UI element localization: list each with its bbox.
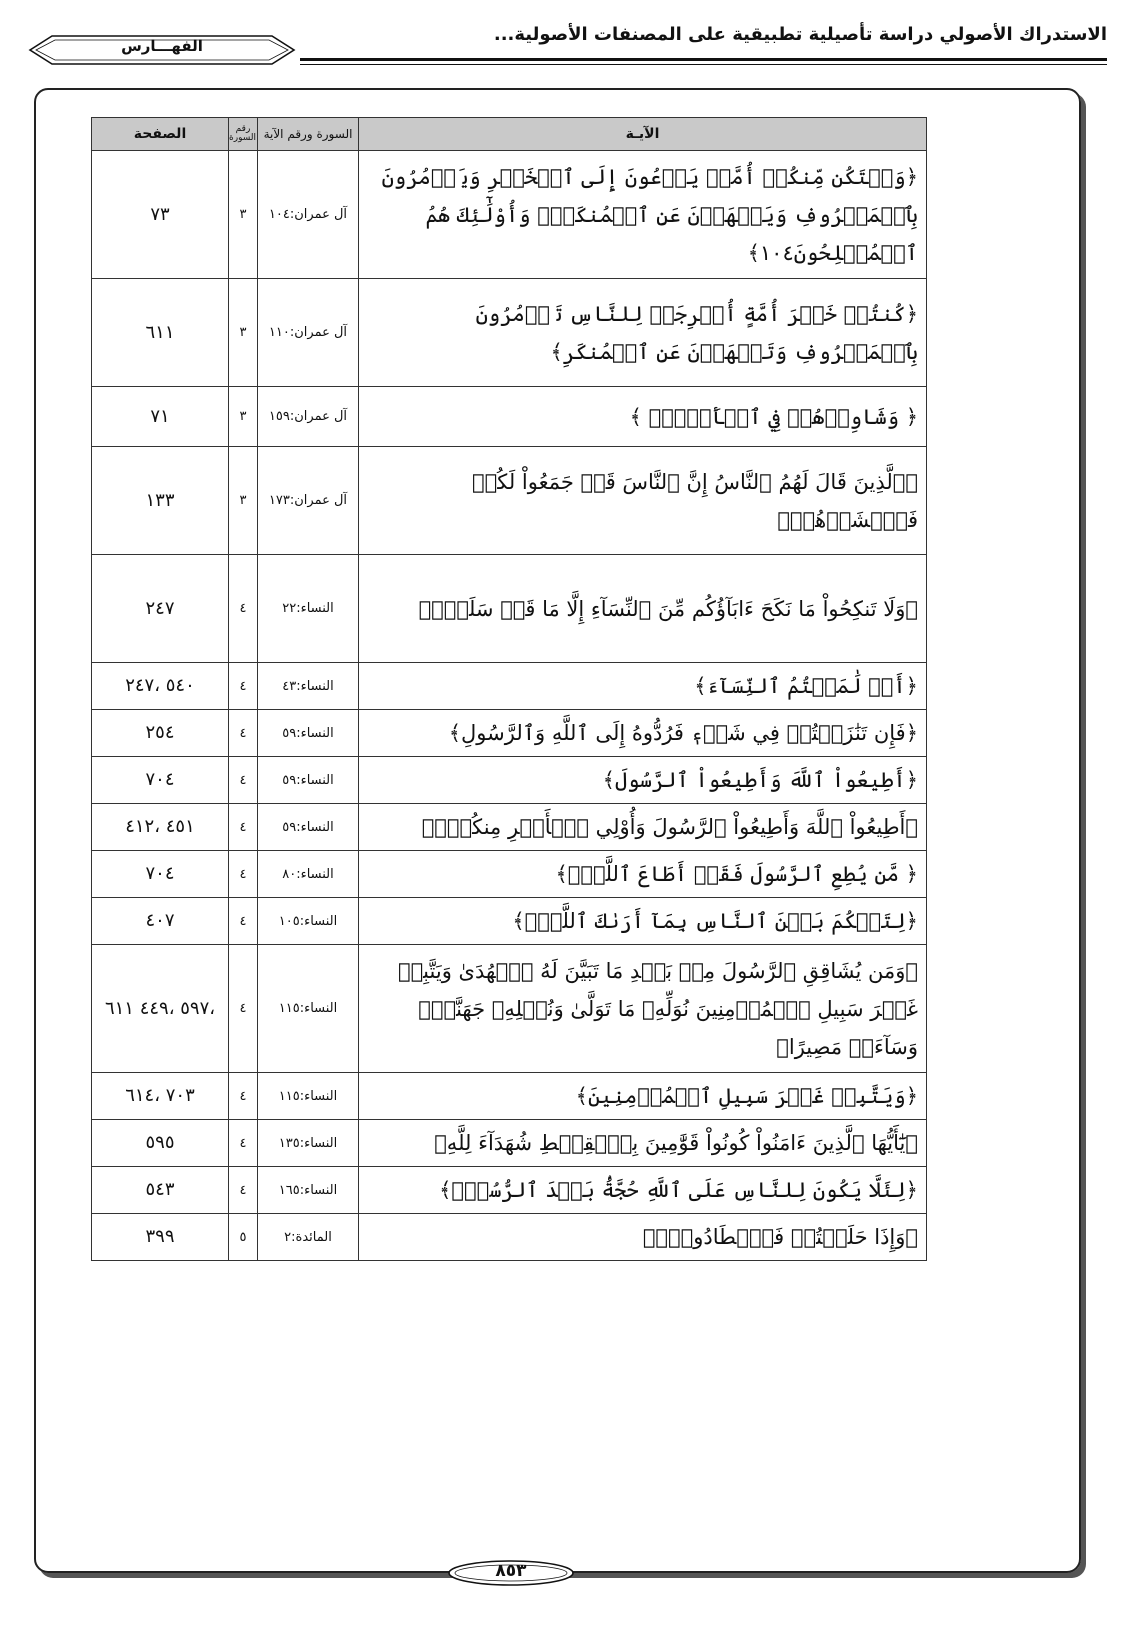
surah-num-cell: ٣ xyxy=(229,447,258,555)
header-rule xyxy=(300,58,1107,61)
surah-num-cell: ٤ xyxy=(229,710,258,757)
verse-cell: ﴿أَطِيعُواْ ٱللَّهَ وَأَطِيعُواْ ٱلرَّسُولَ﴾ xyxy=(359,757,927,804)
surah-num-cell: ٤ xyxy=(229,804,258,851)
page-cell: ٧٠٣ ،٦١٤ xyxy=(92,1073,229,1120)
surah-num-cell: ٣ xyxy=(229,151,258,279)
page-cell: ٥٩٥ xyxy=(92,1120,229,1167)
verse-cell: ﴿وَمَن يُشَاقِقِ ٱلرَّسُولَ مِنۢ بَعۡدِ مَا تَبَيَّنَ لَهُ ٱلۡهُدَىٰ وَيَتَّبِعۡ غَيۡرَ سَبِيلِ ٱلۡمُؤۡمِنِينَ نُوَلِّهِۦ مَا تَوَلَّىٰ وَنُصۡلِهِۦ جَهَنَّمَۖ وَسَآءَتۡ مَصِيرًا﴾ xyxy=(359,945,927,1073)
page-cell: ٧٠٤ xyxy=(92,757,229,804)
surah-num-cell: ٤ xyxy=(229,1073,258,1120)
surah-ref-cell: النساء:١٦٥ xyxy=(258,1167,359,1214)
verse-cell: ﴿وَلَا تَنكِحُواْ مَا نَكَحَ ءَابَآؤُكُم مِّنَ ٱلنِّسَآءِ إِلَّا مَا قَدۡ سَلَفَۚ﴾ xyxy=(359,555,927,663)
surah-ref-cell: النساء:٥٩ xyxy=(258,757,359,804)
page-cell: ٣٩٩ xyxy=(92,1214,229,1261)
verses-index-table xyxy=(91,117,927,1261)
page-cell: ٧١ xyxy=(92,387,229,447)
verse-cell: ﴿أَطِيعُواْ ٱللَّهَ وَأَطِيعُواْ ٱلرَّسُولَ وَأُوْلِي ٱلۡأَمۡرِ مِنكُمۡۖ﴾ xyxy=(359,804,927,851)
table-row xyxy=(92,663,927,710)
verse-cell: ﴿لِئَلَّا يَكُونَ لِلنَّاسِ عَلَى ٱللَّهِ حُجَّةُۢ بَعۡدَ ٱلرُّسُلِۚ﴾ xyxy=(359,1167,927,1214)
verse-cell: ﴿وَيَتَّبِعۡ غَيۡرَ سَبِيلِ ٱلۡمُؤۡمِنِينَ﴾ xyxy=(359,1073,927,1120)
surah-num-cell: ٤ xyxy=(229,945,258,1073)
table-row xyxy=(92,945,927,1073)
surah-ref-cell: النساء:١٣٥ xyxy=(258,1120,359,1167)
surah-ref-cell: المائدة:٢ xyxy=(258,1214,359,1261)
col-header-surah-num: رقم السورة xyxy=(229,118,258,151)
book-title: الاستدراك الأصولي دراسة تأصيلية تطبيقية على المصنفات الأصولية... xyxy=(493,24,1107,45)
surah-num-cell: ٤ xyxy=(229,1167,258,1214)
page-cell: ٦١١ xyxy=(92,279,229,387)
surah-num-cell: ٤ xyxy=(229,663,258,710)
surah-ref-cell: آل عمران:١٠٤ xyxy=(258,151,359,279)
page-header xyxy=(0,0,1121,80)
surah-ref-cell: النساء:١٠٥ xyxy=(258,898,359,945)
surah-ref-cell: النساء:١١٥ xyxy=(258,1073,359,1120)
page-cell: ٤٥١ ،٤١٢ xyxy=(92,804,229,851)
surah-ref-cell: آل عمران:١١٠ xyxy=(258,279,359,387)
verse-cell: ﴿ مَّن يُطِعِ ٱلرَّسُولَ فَقَدۡ أَطَاعَ ٱللَّهَۖ﴾ xyxy=(359,851,927,898)
table-header-row xyxy=(92,118,927,151)
page-cell: ٧٠٤ xyxy=(92,851,229,898)
page-cell: ٢٥٤ xyxy=(92,710,229,757)
verse-cell: ﴿ وَشَاوِرۡهُمۡ فِي ٱلۡأَمۡرِۖ ﴾ xyxy=(359,387,927,447)
surah-ref-cell: النساء:٤٣ xyxy=(258,663,359,710)
table-row xyxy=(92,555,927,663)
verse-cell: ﴿كُنتُمۡ خَيۡرَ أُمَّةٍ أُخۡرِجَتۡ لِلنَّاسِ تَأۡمُرُونَ بِٱلۡمَعۡرُوفِ وَتَنۡهَوۡنَ عَنِ ٱلۡمُنكَرِ﴾ xyxy=(359,279,927,387)
surah-ref-cell: النساء:٥٩ xyxy=(258,710,359,757)
page-number-badge xyxy=(446,1558,576,1588)
section-tag xyxy=(28,32,296,68)
section-title: الفهـــارس xyxy=(121,37,203,55)
page-cell: ٤٠٧ xyxy=(92,898,229,945)
table-row xyxy=(92,804,927,851)
page-cell: ٧٣ xyxy=(92,151,229,279)
surah-ref-cell: النساء:٢٢ xyxy=(258,555,359,663)
verse-cell: ﴿وَلۡتَكُن مِّنكُمۡ أُمَّةٞ يَدۡعُونَ إِلَى ٱلۡخَيۡرِ وَيَأۡمُرُونَ بِٱلۡمَعۡرُوفِ وَيَنۡهَوۡنَ عَنِ ٱلۡمُنكَرِۚ وَأُوْلَٰٓئِكَ هُمُ ٱلۡمُفۡلِحُونَ١٠٤﴾ xyxy=(359,151,927,279)
verse-cell: ﴿ٱلَّذِينَ قَالَ لَهُمُ ٱلنَّاسُ إِنَّ ٱلنَّاسَ قَدۡ جَمَعُواْ لَكُمۡ فَٱخۡشَوۡهُمۡ﴾ xyxy=(359,447,927,555)
table-row xyxy=(92,851,927,898)
surah-num-cell: ٥ xyxy=(229,1214,258,1261)
surah-ref-cell: النساء:٥٩ xyxy=(258,804,359,851)
verse-cell: ﴿أَوۡ لَٰمَسۡتُمُ ٱلنِّسَآءَ﴾ xyxy=(359,663,927,710)
surah-ref-cell: آل عمران:١٥٩ xyxy=(258,387,359,447)
page-number: ٨٥٣ xyxy=(495,1561,527,1581)
header-rule-thin xyxy=(300,64,1107,65)
page-cell: ٥٤٣ xyxy=(92,1167,229,1214)
verse-cell: ﴿لِتَحۡكُمَ بَيۡنَ ٱلنَّاسِ بِمَآ أَرَىٰكَ ٱللَّهُۚ﴾ xyxy=(359,898,927,945)
surah-num-cell: ٣ xyxy=(229,279,258,387)
surah-num-cell: ٤ xyxy=(229,898,258,945)
table-row xyxy=(92,898,927,945)
table-row xyxy=(92,757,927,804)
table-row xyxy=(92,710,927,757)
col-header-page: الصفحة xyxy=(92,118,229,151)
page-cell: ،٥٩٧ ،٤٤٩ ٦١١ xyxy=(92,945,229,1073)
page-cell: ٥٤٠ ،٢٤٧ xyxy=(92,663,229,710)
table-row xyxy=(92,1214,927,1261)
page-cell: ١٣٣ xyxy=(92,447,229,555)
table-row xyxy=(92,1120,927,1167)
surah-num-cell: ٤ xyxy=(229,1120,258,1167)
table-row xyxy=(92,279,927,387)
table-row xyxy=(92,151,927,279)
table-row xyxy=(92,1167,927,1214)
surah-num-cell: ٤ xyxy=(229,555,258,663)
surah-ref-cell: النساء:٨٠ xyxy=(258,851,359,898)
surah-num-cell: ٣ xyxy=(229,387,258,447)
surah-num-cell: ٤ xyxy=(229,851,258,898)
verse-cell: ﴿فَإِن تَنَٰزَعۡتُمۡ فِي شَيۡءٖ فَرُدُّوهُ إِلَى ٱللَّهِ وَٱلرَّسُولِ﴾ xyxy=(359,710,927,757)
page-cell: ٢٤٧ xyxy=(92,555,229,663)
verse-cell: ﴿يَٰٓأَيُّهَا ٱلَّذِينَ ءَامَنُواْ كُونُواْ قَوَّٰمِينَ بِٱلۡقِسۡطِ شُهَدَآءَ لِلَّهِ﴾ xyxy=(359,1120,927,1167)
table-row xyxy=(92,447,927,555)
surah-ref-cell: النساء:١١٥ xyxy=(258,945,359,1073)
verse-cell: ﴿وَإِذَا حَلَلۡتُمۡ فَٱصۡطَادُواْۚ﴾ xyxy=(359,1214,927,1261)
surah-num-cell: ٤ xyxy=(229,757,258,804)
table-row xyxy=(92,387,927,447)
surah-ref-cell: آل عمران:١٧٣ xyxy=(258,447,359,555)
col-header-verse: الآيـة xyxy=(359,118,927,151)
table-row xyxy=(92,1073,927,1120)
col-header-surah-ref: السورة ورقم الآية xyxy=(258,118,359,151)
